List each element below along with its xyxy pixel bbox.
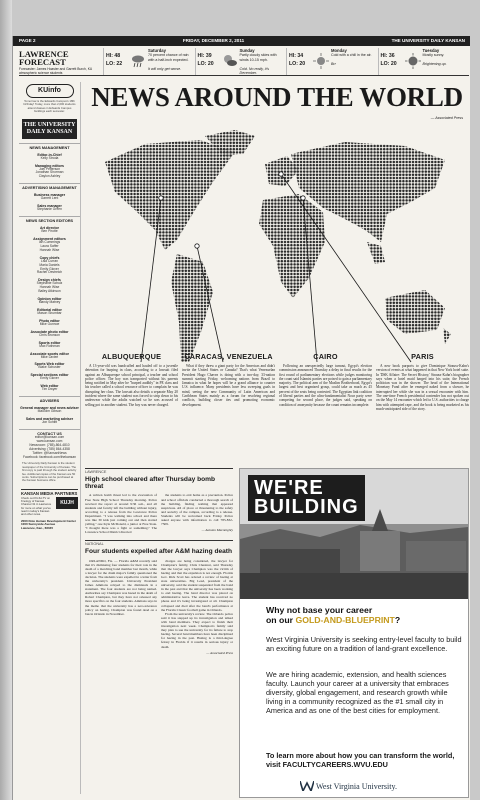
- kujh-logo: KUJH: [56, 497, 78, 509]
- story-kicker: LAWRENCE: [85, 468, 233, 474]
- albuquerque-marker: [159, 196, 163, 200]
- low-temp: LO: 22: [106, 61, 123, 67]
- sun-icon: [313, 53, 329, 69]
- staff-names: Ian Cummings Laura Saffer Hannah Wise: [38, 239, 61, 252]
- story-headline: Four students expelled after A&M hazing death: [85, 548, 233, 556]
- staff-role: Copy chiefs: [39, 255, 60, 260]
- issue-date: FRIDAY, DECEMBER 2, 2011: [182, 38, 245, 43]
- city-story-cairo: [279, 352, 372, 407]
- story-body: From the university's review. The Orlando police said it has stepped up its investigation and talked with band members. They expect to finish their investigation next week. Champion's family said they plan to sue the university for its failure to stop hazing. Several band members have been disciplined for hazing in the past. Hazing is a third-degree felony in Florida if it results in serious injury or death.: [161, 611, 233, 649]
- story-body: charges are being considered, the lawyer for Champion's family, Chris Chestnut, said Thursday that the lawyer says Champion was the victim of hazing and that the expulsion is not enough. Florida Gov. Rick Scott has ordered a review of hazing at state universities. Big Lead, president of the university, said the student suspended from the band in the past and that the university has been working to end hazing. The band director was placed on administrative leave. The student has received no phone and it's being investigated at all. Champion collapsed and died after the band's performance at the Florida Classic football game in Orlando.: [161, 558, 233, 612]
- day-note: Brightening up.: [422, 62, 447, 67]
- staff-names: Mandy Matney: [38, 300, 61, 305]
- kuinfo-text: Tomorrow is the Edwards Campus's 18th birthday! Today, more than 2,000 students attend classes in Edwards Campus buildings each semester.: [23, 99, 76, 114]
- caracas-marker: [195, 244, 199, 248]
- story-lawrence: [85, 468, 233, 534]
- city-name: CARACAS, VENEZUELA: [184, 352, 273, 361]
- high-temp: HI: 48: [106, 53, 121, 59]
- city-story-paris: [376, 352, 469, 411]
- low-temp: LO: 20: [380, 61, 397, 67]
- story-body: ORLANDO, Fla. — Florida A&M recently said that it's dismissing four students for their role in the death of a marching band member last month, while a lawyer for the drum major's family questioned the decision. The students were expelled in a letter from the university's president. University President James Ammons relayed to the dismissals in a statement. The four students are not being named. Authorities say Champion was hazed in the death of Robert Champion, but they have not released any more specifics on the four students. Ammons says in the memo that the university has a zero-tolerance policy on hazing. Champion was found dead on a bus in Orlando in November.: [85, 558, 157, 616]
- high-temp: HI: 34: [289, 53, 304, 59]
- staff-names: Ben Pirotte: [41, 229, 58, 234]
- media-partners: [21, 489, 78, 531]
- story-national: [85, 540, 233, 748]
- day-desc: Cold with a chill in the air.: [331, 53, 372, 58]
- lawrence-forecast: [19, 48, 469, 76]
- story-headline: High school cleared after Thursday bomb threat: [85, 476, 216, 491]
- world-news-section: [85, 82, 469, 411]
- staff-role: Web editor: [40, 384, 59, 389]
- staff-sidebar: [19, 82, 81, 794]
- wvu-advertisement: [239, 468, 469, 798]
- low-temp: LO: 20: [197, 61, 214, 67]
- day-desc: 70 percent chance of rain with a half-inch expected.: [148, 53, 189, 62]
- day-desc: Mostly sunny.: [422, 53, 445, 58]
- media-text: Check out KUJH-TV on Knology of Kansas Channel 31 in Lawrence for more on what you've read in today's Kansan and other news.: [21, 495, 52, 517]
- newspaper-page: [12, 36, 470, 800]
- page-header-bar: [13, 36, 470, 46]
- staff-sections: [19, 143, 80, 425]
- staff-role: Sports editor: [38, 340, 61, 345]
- page-number: PAGE 2: [19, 38, 36, 43]
- high-temp: HI: 36: [380, 53, 395, 59]
- staff-names: Stephanie Schulz Hannah Wise Bailey Atkinson: [36, 281, 63, 294]
- forecast-title: LAWRENCE FORECAST Forecaster: James Hoaster and Garrett Burch, KU atmospheric science students: [19, 48, 103, 75]
- staff-section-title: ADVERTISING MANAGEMENT: [19, 183, 80, 190]
- staff-role: Sales manager: [37, 204, 62, 209]
- staff-role: Associate photo editor: [30, 329, 69, 334]
- staff-role: Sports Web editor: [34, 362, 65, 367]
- day-note: It will only get worse.: [148, 66, 182, 71]
- contact-info: editor@kansan.com www.kansan.com Newsroom: (785)-864-4810 Advertising: (785) 864-4358 Twitter: @KansanNews Facebook: facebook.com/thekansan: [23, 435, 76, 459]
- ad-paragraph: West Virginia University is seeking entry-level faculty to build an exciting future on a tradition of land-grant excellence.: [266, 635, 462, 653]
- paris-marker: [279, 172, 283, 176]
- staff-role: Business manager: [33, 193, 66, 198]
- staff-names: Stephanie Green: [37, 207, 62, 212]
- publication-name: THE UNIVERSITY DAILY KANSAN: [391, 38, 465, 43]
- staff-names: Mason Shumbar: [37, 310, 62, 315]
- city-story-caracas: [182, 352, 275, 407]
- day-name: Saturday: [148, 48, 166, 53]
- day-note: Cold. No really, it's December.: [239, 66, 270, 76]
- staff-section-title: NEWS MANAGEMENT: [19, 143, 80, 150]
- ad-call-to-action: To learn more about how you can transform the world, visit FACULTYCAREERS.WVU.EDU: [266, 751, 455, 769]
- story-kicker: NATIONAL: [85, 540, 233, 546]
- story-byline: — Associated Press: [206, 650, 233, 655]
- about-text: The University Daily Kansan is the student newspaper of the University of Kansas. The first copy is paid through the student activity fee. Additional copies of the Kansan are 50 cents. Subscriptions can be purchased at the Kansan business office.: [22, 461, 77, 483]
- ad-paragraph: We are hiring academic, extension, and health sciences faculty. Launch your career at a university that embraces diversity, global engagement, and research growth while living in a community recognized as the #1 small city in America and as one of the best cities for employment.: [266, 670, 449, 715]
- staff-names: Joel Petterson Jonathan Shorman Ciaylon Ashley: [35, 166, 64, 179]
- ad-question: Why not base your career on our GOLD-AND-BLUEPRINT?: [266, 605, 401, 625]
- forecast-credit: Forecaster: James Hoaster and Garrett Burch, KU atmospheric science students: [19, 67, 93, 75]
- city-text: A 13-year-old was handcuffed and hauled off to a juvenile detention for burping in class, according to a lawsuit filed against an Albuquerque school principal, a teacher and school police officer. The boy was transported without his parents being notified in May after he "burped audibly" in PE class and his teacher called a school resource officer to complain he was disrupting her class. The lawsuit also details a separate May 20 incident where the same student was forced to strip down to his underwear while the adults watched so he was accused of selling pot to another student. The boy was never charged.: [85, 364, 178, 407]
- day-note: Brr: [331, 62, 336, 67]
- staff-names: Tim Dwyer: [41, 387, 58, 392]
- staff-section-title: NEWS SECTION EDITORS: [19, 216, 80, 223]
- city-story-albuquerque: [85, 352, 178, 407]
- forecast-day: [103, 48, 195, 75]
- day-name: Monday: [331, 48, 347, 53]
- story-body: A written bomb threat led to the evacuation of Free State High School Thursday morning. Police received the report at around 9:36 a.m., and all students and faculty left the building without injury, according to a release from the Lawrence Police Department. "I was walking into school and there was like 30 kids just coming out and then started yelling," one Kyle McDonald, a junior at Free State. "I thought there was a fight or something." The Lawrence School District directed: [85, 493, 157, 535]
- staff-role: Opinion editor: [37, 297, 62, 302]
- city-text: What if they threw a giant party for the Americas and didn't invite the United States or Canada? That's what Venezuelan President Hugo Chavez is doing with a two-day, 33-nation summit starting Friday, welcoming nations from Brazil to Jamaica in what he hopes will be a grand alliance to counter U.S. influence. Many presidents have less sweeping goals in mind, seeing the new Community of Latin American and Caribbean States mainly as a forum for resolving regional conflicts, building closer ties and promoting economic development.: [182, 364, 275, 407]
- staff-names: Lisa Curran Maria Daniels Emily Glover Rachel Oestreich: [36, 258, 63, 275]
- staff-names: Emily Glover: [40, 376, 59, 381]
- staff-names: Mike Gunnoe: [39, 321, 60, 326]
- campus-photo: [240, 469, 468, 599]
- staff-names: Garrett Lent: [40, 196, 59, 201]
- staff-section-title: ADVISERS: [19, 396, 80, 403]
- map-credit: — Associated Press: [430, 116, 463, 120]
- story-body: the students to exit home as a precaution. Police and school officials conducted a thorough search of the building, finding nothing that appeared suspicious. All of place or threatening to the safety and security of the campus, according to a release. Students will be welcomed back Friday. Police asked anyone with information to call 785-832-7509.: [161, 493, 233, 527]
- day-desc: Partly cloudy skies with winds 10-15 mph.: [239, 53, 277, 62]
- address: 2000 Dole Human Development Center 1000 Sunnyside Avenue Lawrence, Kan., 66045: [21, 518, 77, 530]
- page-fold-shadow: [0, 0, 12, 800]
- staff-role: Design chiefs: [38, 278, 61, 283]
- city-name: ALBUQUERQUE: [101, 352, 162, 361]
- staff-role: Managing editors: [35, 163, 64, 168]
- world-map: [85, 122, 469, 388]
- day-name: Sunday: [239, 48, 255, 53]
- staff-role: Special sections editor: [30, 373, 69, 378]
- city-text: Following an unexpectedly large turnout, Egypt's election commission announced Thursday a delay in final results for the first round of parliamentary elections while judges monitoring the count said Islamist parties are poised to gain a parliamentary majority. The political arm of the Muslim Brotherhood, Egypt's largest and best organized group, could take as much as 45 percent of the seats being contested. The Egyptian link coalition of liberal parties and the ultra-fundamentalist Nour party were competing for second place, the judges said, speaking on condition of anonymity because the count remains incomplete.: [279, 364, 372, 407]
- wvu-flying-wv-icon: [300, 781, 314, 791]
- contact-title: CONTACT US: [19, 429, 80, 436]
- staff-role: Sales and marketing adviser: [25, 417, 74, 422]
- page-title: NEWS AROUND THE WORLD: [91, 82, 463, 112]
- forecast-day: [378, 48, 470, 75]
- media-title: KANSAN MEDIA PARTNERS: [21, 490, 78, 496]
- ad-headline: WE'RE BUILDING: [248, 475, 365, 521]
- day-name: Tuesday: [422, 48, 440, 53]
- staff-names: Blake Schuster: [38, 365, 61, 370]
- staff-role: Associate sports editor: [30, 351, 69, 356]
- staff-names: Max Rothman: [39, 343, 60, 348]
- staff-role: Photo editor: [39, 318, 60, 323]
- city-text: A new book purports to give Dominique Strauss-Kahn's version of events at what happened in that New York hotel suite. In 'DSK Affaire: The Secret History,' Strauss-Kahn's biographer says when a hotel maid barged into his suite, the French politician was in the shower. The head of the International Monetary Fund after he emerged naked from a shower, he interrupted her while she was in a sexual encounter with him. The one-time French presidential contender has not spoken out on the May 14 encounter which led to U.S. authorities to charge him with attempted rape, and the book is being marketed as his much-anticipated side of the story.: [376, 364, 469, 411]
- staff-names: Mike Lavieri: [40, 354, 59, 359]
- story-byline: — Autumn Maennighty: [201, 528, 233, 533]
- partly-cloudy-icon: [222, 53, 238, 69]
- news-stories: [85, 468, 233, 749]
- staff-role: Assignment editors: [33, 236, 66, 241]
- cairo-marker: [301, 196, 305, 200]
- city-name: CAIRO: [313, 352, 338, 361]
- low-temp: LO: 20: [289, 61, 306, 67]
- staff-names: Kelly Stroda: [40, 155, 59, 160]
- staff-role: Editor-in-Chief: [37, 152, 62, 157]
- sun-icon: [405, 53, 421, 69]
- staff-names: Chris Bronson: [39, 332, 60, 337]
- wvu-logo: West Virginia University.: [300, 781, 397, 791]
- staff-role: Editorial editor: [37, 307, 62, 312]
- forecast-day: [195, 48, 287, 75]
- staff-role: Art director: [39, 226, 60, 231]
- kuinfo-logo: KUinfo: [26, 84, 74, 98]
- city-name: PARIS: [411, 352, 434, 361]
- staff-role: General manager and news adviser: [20, 406, 79, 411]
- high-temp: HI: 39: [197, 53, 212, 59]
- forecast-day: [286, 48, 378, 75]
- staff-names: Malcolm Gibson: [37, 409, 62, 414]
- masthead-logo: THE UNIVERSITY DAILY KANSAN: [22, 119, 77, 139]
- staff-names: Jon Schlitt: [41, 420, 58, 425]
- rain-cloud-icon: [130, 53, 146, 69]
